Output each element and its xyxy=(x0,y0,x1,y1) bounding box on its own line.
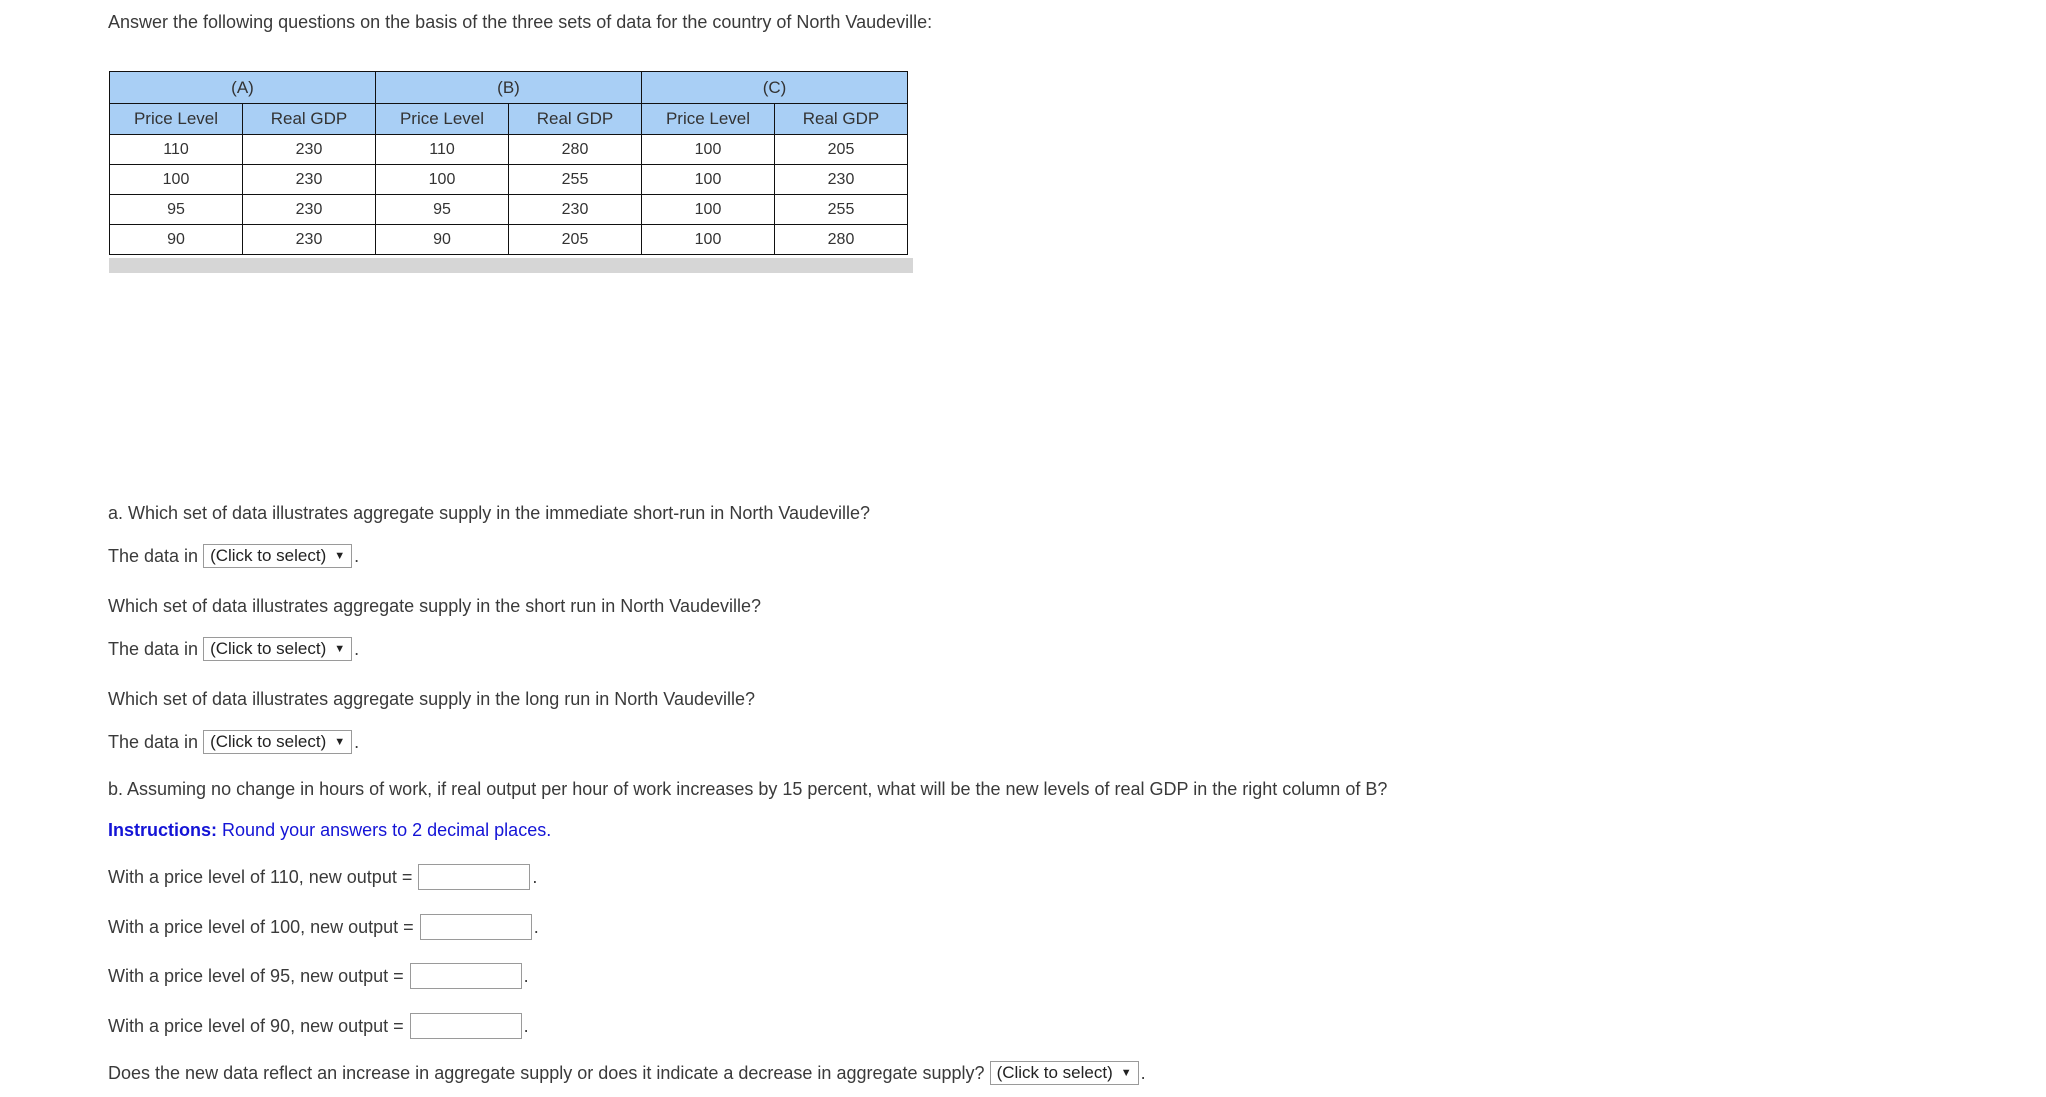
table-cell: 280 xyxy=(775,225,908,255)
answer-prefix: The data in xyxy=(108,731,199,752)
period: . xyxy=(354,638,360,659)
table-cell: 110 xyxy=(376,135,509,165)
output-label-110: With a price level of 110, new output = xyxy=(108,866,413,887)
table-cell: 100 xyxy=(642,225,775,255)
table-cell: 95 xyxy=(110,195,243,225)
column-header: Real GDP xyxy=(775,104,908,135)
table-row xyxy=(110,135,908,165)
table-horizontal-scrollbar[interactable] xyxy=(109,258,913,273)
dropdown-caret-icon: ▼ xyxy=(334,550,346,562)
table-cell: 230 xyxy=(243,135,376,165)
select-long-run[interactable] xyxy=(203,730,352,754)
output-input-100[interactable] xyxy=(420,914,532,940)
instructions-text: Round your answers to 2 decimal places. xyxy=(222,820,552,840)
period: . xyxy=(532,866,538,887)
question-a-long-run: Which set of data illustrates aggregate supply in the long run in North Vaudeville? xyxy=(108,689,756,709)
table-cell: 100 xyxy=(110,165,243,195)
period: . xyxy=(354,545,360,566)
select-short-run[interactable] xyxy=(203,637,352,661)
dropdown-caret-icon: ▼ xyxy=(1120,1067,1132,1079)
period: . xyxy=(523,1015,529,1036)
select-label: (Click to select) xyxy=(210,732,327,751)
dropdown-caret-icon: ▼ xyxy=(334,643,346,655)
output-label-90: With a price level of 90, new output = xyxy=(108,1015,404,1036)
table-cell: 90 xyxy=(110,225,243,255)
table-cell: 205 xyxy=(775,135,908,165)
intro-text: Answer the following questions on the basis of the three sets of data for the country of North Vaudeville: xyxy=(108,12,933,32)
final-question: Does the new data reflect an increase in aggregate supply or does it indicate a decrease in aggregate supply? xyxy=(108,1062,985,1083)
table-row xyxy=(110,225,908,255)
table-cell: 100 xyxy=(642,195,775,225)
group-header-c: (C) xyxy=(642,72,908,104)
answer-row-short-run xyxy=(108,637,359,661)
select-aggregate-supply-change[interactable] xyxy=(990,1061,1139,1085)
period: . xyxy=(1140,1062,1146,1083)
column-header: Price Level xyxy=(642,104,775,135)
data-table xyxy=(109,71,908,255)
group-header-a: (A) xyxy=(110,72,376,104)
table-cell: 95 xyxy=(376,195,509,225)
question-a-immediate: a. Which set of data illustrates aggregate supply in the immediate short-run in North Vaudeville? xyxy=(108,503,871,523)
column-header: Price Level xyxy=(376,104,509,135)
answer-prefix: The data in xyxy=(108,545,199,566)
table-cell: 230 xyxy=(243,165,376,195)
output-row-90 xyxy=(108,1013,529,1039)
instructions-label: Instructions: xyxy=(108,820,218,840)
question-a-short-run: Which set of data illustrates aggregate supply in the short run in North Vaudeville? xyxy=(108,596,762,616)
output-row-100 xyxy=(108,914,539,940)
period: . xyxy=(354,731,360,752)
table-cell: 280 xyxy=(509,135,642,165)
group-header-b: (B) xyxy=(376,72,642,104)
answer-row-immediate xyxy=(108,544,359,568)
column-header: Real GDP xyxy=(243,104,376,135)
answer-prefix: The data in xyxy=(108,638,199,659)
output-input-110[interactable] xyxy=(418,864,530,890)
table-cell: 230 xyxy=(243,195,376,225)
table-cell: 230 xyxy=(243,225,376,255)
table-row xyxy=(110,195,908,225)
output-input-95[interactable] xyxy=(410,963,522,989)
table-cell: 110 xyxy=(110,135,243,165)
table-cell: 255 xyxy=(775,195,908,225)
output-row-95 xyxy=(108,963,529,989)
period: . xyxy=(523,965,529,986)
select-label: (Click to select) xyxy=(210,639,327,658)
table-row xyxy=(110,165,908,195)
output-label-95: With a price level of 95, new output = xyxy=(108,965,404,986)
period: . xyxy=(533,916,539,937)
output-label-100: With a price level of 100, new output = xyxy=(108,916,414,937)
table-cell: 255 xyxy=(509,165,642,195)
table-cell: 230 xyxy=(775,165,908,195)
select-label: (Click to select) xyxy=(210,546,327,565)
final-question-row xyxy=(108,1061,1146,1085)
table-cell: 90 xyxy=(376,225,509,255)
table-cell: 230 xyxy=(509,195,642,225)
output-row-110 xyxy=(108,864,537,890)
select-immediate-short-run[interactable] xyxy=(203,544,352,568)
table-cell: 100 xyxy=(642,165,775,195)
answer-row-long-run xyxy=(108,730,359,754)
dropdown-caret-icon: ▼ xyxy=(334,736,346,748)
select-label: (Click to select) xyxy=(996,1063,1113,1082)
column-header: Price Level xyxy=(110,104,243,135)
instructions xyxy=(108,820,551,841)
table-cell: 100 xyxy=(642,135,775,165)
output-input-90[interactable] xyxy=(410,1013,522,1039)
table-cell: 100 xyxy=(376,165,509,195)
question-b: b. Assuming no change in hours of work, if real output per hour of work increases by 15 percent, what will be the new levels of real GDP in the right column of B? xyxy=(108,779,1388,799)
column-header: Real GDP xyxy=(509,104,642,135)
table-cell: 205 xyxy=(509,225,642,255)
